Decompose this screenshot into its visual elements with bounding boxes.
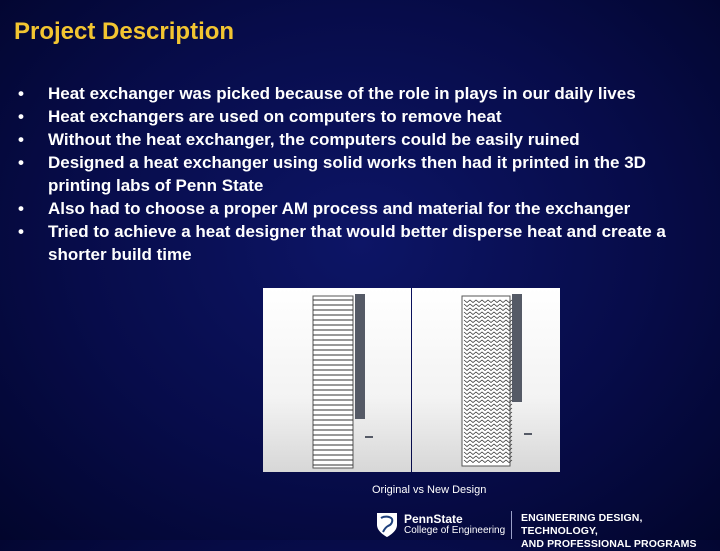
image-caption: Original vs New Design (372, 484, 487, 496)
bullet-text: Heat exchanger was picked because of the role in plays in our daily lives (48, 84, 636, 103)
bullet-item (18, 197, 708, 220)
program-name (521, 512, 720, 551)
bullet-text: Designed a heat exchanger using solid works then had it printed in the 3D printing labs of Penn State (48, 153, 646, 195)
original-design-image (263, 288, 411, 472)
bullet-icon: • (18, 130, 24, 149)
logo-college: College of Engineering (404, 525, 506, 536)
bullet-icon: • (18, 107, 24, 126)
footer-divider (511, 511, 512, 539)
bullet-item (18, 220, 708, 266)
bullet-icon: • (18, 153, 24, 172)
bullet-item (18, 128, 708, 151)
straight-fin-drawing (263, 288, 411, 472)
bullet-text: Without the heat exchanger, the computers could be easily ruined (48, 130, 580, 149)
bullet-text: Tried to achieve a heat designer that would better disperse heat and create a shorter build time (48, 222, 666, 264)
program-line-1: ENGINEERING DESIGN, TECHNOLOGY, (521, 512, 643, 537)
wavy-fin-drawing (412, 288, 560, 472)
bullet-item (18, 151, 708, 197)
program-line-2: AND PROFESSIONAL PROGRAMS (521, 538, 697, 550)
bullet-icon: • (18, 84, 24, 103)
pennstate-logo (376, 510, 505, 540)
bullet-list (18, 82, 708, 266)
logo-name: PennState (404, 512, 463, 526)
bullet-icon: • (18, 222, 24, 241)
bullet-text: Also had to choose a proper AM process and material for the exchanger (48, 199, 631, 218)
bullet-icon: • (18, 199, 24, 218)
bullet-text: Heat exchangers are used on computers to remove heat (48, 107, 502, 126)
new-design-image (412, 288, 560, 472)
bullet-item (18, 105, 708, 128)
bullet-item (18, 82, 708, 105)
slide-title: Project Description (14, 18, 235, 45)
nittany-lion-shield-icon (376, 512, 398, 538)
